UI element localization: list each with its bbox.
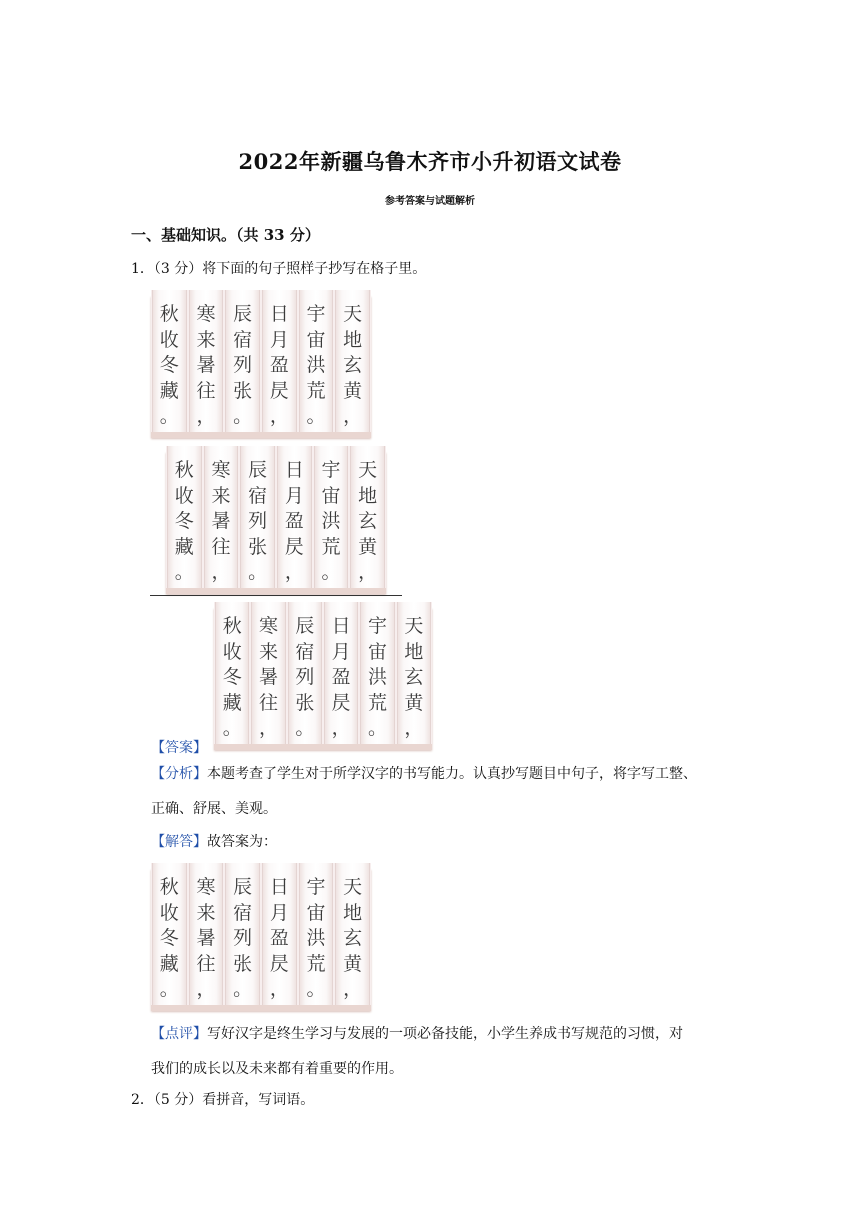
grid-character: 辰 [248, 459, 268, 481]
grid-character: 月 [284, 484, 304, 507]
grid-character: 收 [159, 328, 179, 351]
grid-character: 洪 [321, 510, 341, 532]
grid-character: 宇 [306, 303, 326, 325]
grid-column [189, 863, 224, 1005]
grid-character: 天 [404, 615, 424, 637]
grid-character: 宙 [306, 901, 326, 924]
calligraphy-grid-copy-1 [166, 446, 386, 588]
question-prompt: 看拼音，写词语。 [202, 1092, 315, 1108]
grid-character: 宿 [233, 901, 253, 924]
grid-character: 辰 [233, 303, 253, 325]
grid-character: 宿 [233, 328, 253, 351]
grid-character: 黄 [343, 952, 363, 975]
grid-character: 宇 [306, 876, 326, 898]
grid-character: 宇 [321, 459, 341, 481]
grid-character: ， [284, 561, 304, 583]
grid-character: 天 [343, 303, 363, 325]
grid-character: 收 [159, 901, 179, 924]
grid-character: 收 [222, 640, 242, 663]
grid-character: 列 [295, 666, 315, 688]
grid-character: 。 [233, 978, 253, 1000]
grid-character: 。 [306, 978, 326, 1000]
grid-column [350, 446, 385, 588]
grid-character: 藏 [159, 379, 179, 402]
grid-column [204, 446, 239, 588]
calligraphy-grid-example [151, 290, 371, 432]
grid-character: 寒 [196, 876, 216, 898]
grid-character: 往 [196, 952, 216, 975]
grid-character: 荒 [321, 535, 341, 558]
grid-column [240, 446, 275, 588]
comment-text-line1: 写好汉字是终生学习与发展的一项必备技能，小学生养成书写规范的习惯，对 [207, 1026, 683, 1042]
grid-character: 玄 [358, 510, 378, 532]
grid-column [360, 602, 394, 744]
analysis-text-line1: 本题考查了学生对于所学汉字的书写能力。认真抄写题目中句子，将字写工整、 [207, 766, 697, 782]
grid-column [262, 290, 297, 432]
grid-character: 往 [196, 379, 216, 402]
grid-column [299, 863, 334, 1005]
grid-character: 张 [295, 691, 315, 714]
question-number: 1． [131, 261, 154, 277]
grid-character: ， [358, 561, 378, 583]
calligraphy-grid-answer [214, 602, 432, 744]
grid-character: 宿 [248, 484, 268, 507]
grid-column [299, 290, 334, 432]
solution-tag: 【解答】 [151, 834, 207, 850]
grid-character: 列 [248, 510, 268, 532]
grid-character: 冬 [222, 666, 242, 688]
grid-character: ， [343, 405, 363, 427]
grid-character: 藏 [174, 535, 194, 558]
grid-character: 盈 [269, 927, 289, 949]
grid-character: 张 [233, 379, 253, 402]
document-title: 2022年新疆乌鲁木齐市小升初语文试卷 [238, 149, 622, 174]
grid-character: 。 [321, 561, 341, 583]
grid-character: ， [259, 717, 279, 739]
grid-character: 盈 [269, 354, 289, 376]
grid-character: 月 [269, 901, 289, 924]
grid-column [324, 602, 358, 744]
answer-tag: 【答案】 [151, 740, 207, 756]
grid-character: 列 [233, 354, 253, 376]
grid-column [397, 602, 431, 744]
grid-character: 昃 [284, 535, 304, 558]
grid-character: 寒 [211, 459, 231, 481]
grid-character: 玄 [404, 666, 424, 688]
grid-column [335, 290, 370, 432]
grid-character: 玄 [343, 354, 363, 376]
grid-character: 宇 [368, 615, 388, 637]
grid-character: 天 [358, 459, 378, 481]
grid-character: 往 [211, 535, 231, 558]
grid-character: 来 [259, 640, 279, 663]
grid-character: 寒 [259, 615, 279, 637]
grid-character: 辰 [295, 615, 315, 637]
grid-column [288, 602, 322, 744]
grid-column [225, 863, 260, 1005]
grid-character: 荒 [306, 379, 326, 402]
grid-character: 。 [368, 717, 388, 739]
question-number: 2． [131, 1092, 154, 1108]
comment-text-line2: 我们的成长以及未来都有着重要的作用。 [151, 1061, 403, 1077]
grid-character: ， [269, 405, 289, 427]
grid-character: 来 [211, 484, 231, 507]
analysis-text-line2: 正确、舒展、美观。 [151, 801, 277, 817]
question-score: （3 分） [153, 261, 203, 277]
grid-character: 冬 [159, 354, 179, 376]
grid-character: 寒 [196, 303, 216, 325]
grid-column [189, 290, 224, 432]
grid-column [167, 446, 202, 588]
grid-character: 秋 [174, 459, 194, 481]
grid-character: 荒 [368, 691, 388, 714]
grid-character: 张 [233, 952, 253, 975]
grid-character: 藏 [159, 952, 179, 975]
grid-character: 日 [331, 615, 351, 637]
grid-character: 宙 [321, 484, 341, 507]
document-subtitle: 参考答案与试题解析 [385, 196, 475, 207]
grid-character: ， [331, 717, 351, 739]
grid-character: 暑 [259, 666, 279, 688]
grid-character: 列 [233, 927, 253, 949]
grid-character: 地 [343, 901, 363, 924]
grid-character: 洪 [368, 666, 388, 688]
grid-character: 日 [269, 303, 289, 325]
solution-row [151, 825, 751, 860]
grid-character: 洪 [306, 354, 326, 376]
grid-character: ， [269, 978, 289, 1000]
grid-character: 。 [295, 717, 315, 739]
grid-column [262, 863, 297, 1005]
grid-character: 洪 [306, 927, 326, 949]
solution-text: 故答案为： [207, 834, 277, 850]
grid-character: 地 [404, 640, 424, 663]
grid-character: 秋 [222, 615, 242, 637]
grid-character: 辰 [233, 876, 253, 898]
grid-column [277, 446, 312, 588]
grid-character: 黄 [343, 379, 363, 402]
grid-character: 。 [159, 978, 179, 1000]
grid-character: 黄 [404, 691, 424, 714]
analysis-block [151, 757, 751, 827]
calligraphy-grid-solution [151, 863, 371, 1005]
grid-character: 日 [284, 459, 304, 481]
question-2 [131, 1089, 314, 1109]
grid-character: ， [196, 978, 216, 1000]
grid-character: 月 [269, 328, 289, 351]
grid-character: 张 [248, 535, 268, 558]
grid-character: 宿 [295, 640, 315, 663]
grid-character: 暑 [211, 510, 231, 532]
grid-character: 秋 [159, 876, 179, 898]
section-heading: 一、基础知识。（共 33 分） [131, 226, 320, 244]
grid-character: 地 [343, 328, 363, 351]
grid-character: 盈 [284, 510, 304, 532]
grid-character: 暑 [196, 927, 216, 949]
grid-character: ， [196, 405, 216, 427]
grid-column [314, 446, 349, 588]
question-score: （5 分） [153, 1092, 203, 1108]
grid-character: 盈 [331, 666, 351, 688]
grid-column [152, 290, 187, 432]
question-1 [131, 258, 426, 278]
grid-character: 。 [233, 405, 253, 427]
analysis-tag: 【分析】 [151, 766, 207, 782]
grid-character: 秋 [159, 303, 179, 325]
grid-character: 黄 [358, 535, 378, 558]
grid-character: 宙 [368, 640, 388, 663]
grid-character: 藏 [222, 691, 242, 714]
grid-column [215, 602, 249, 744]
grid-character: 。 [174, 561, 194, 583]
grid-character: 。 [248, 561, 268, 583]
grid-character: 天 [343, 876, 363, 898]
grid-character: 冬 [159, 927, 179, 949]
grid-character: 月 [331, 640, 351, 663]
grid-character: 昃 [269, 379, 289, 402]
grid-character: 地 [358, 484, 378, 507]
grid-character: 暑 [196, 354, 216, 376]
grid-character: 来 [196, 901, 216, 924]
grid-character: ， [404, 717, 424, 739]
grid-column [335, 863, 370, 1005]
grid-character: ， [343, 978, 363, 1000]
grid-character: 收 [174, 484, 194, 507]
grid-character: 宙 [306, 328, 326, 351]
grid-character: 昃 [331, 691, 351, 714]
grid-character: 往 [259, 691, 279, 714]
grid-character: 。 [222, 717, 242, 739]
comment-block [151, 1017, 751, 1087]
grid-column [152, 863, 187, 1005]
grid-character: 冬 [174, 510, 194, 532]
grid-character: 来 [196, 328, 216, 351]
answer-line [150, 595, 402, 596]
grid-character: 。 [159, 405, 179, 427]
grid-character: 日 [269, 876, 289, 898]
comment-tag: 【点评】 [151, 1026, 207, 1042]
grid-character: 昃 [269, 952, 289, 975]
grid-column [225, 290, 260, 432]
grid-column [251, 602, 285, 744]
grid-character: 荒 [306, 952, 326, 975]
grid-character: 玄 [343, 927, 363, 949]
grid-character: 。 [306, 405, 326, 427]
grid-character: ， [211, 561, 231, 583]
question-prompt: 将下面的句子照样子抄写在格子里。 [202, 261, 427, 277]
